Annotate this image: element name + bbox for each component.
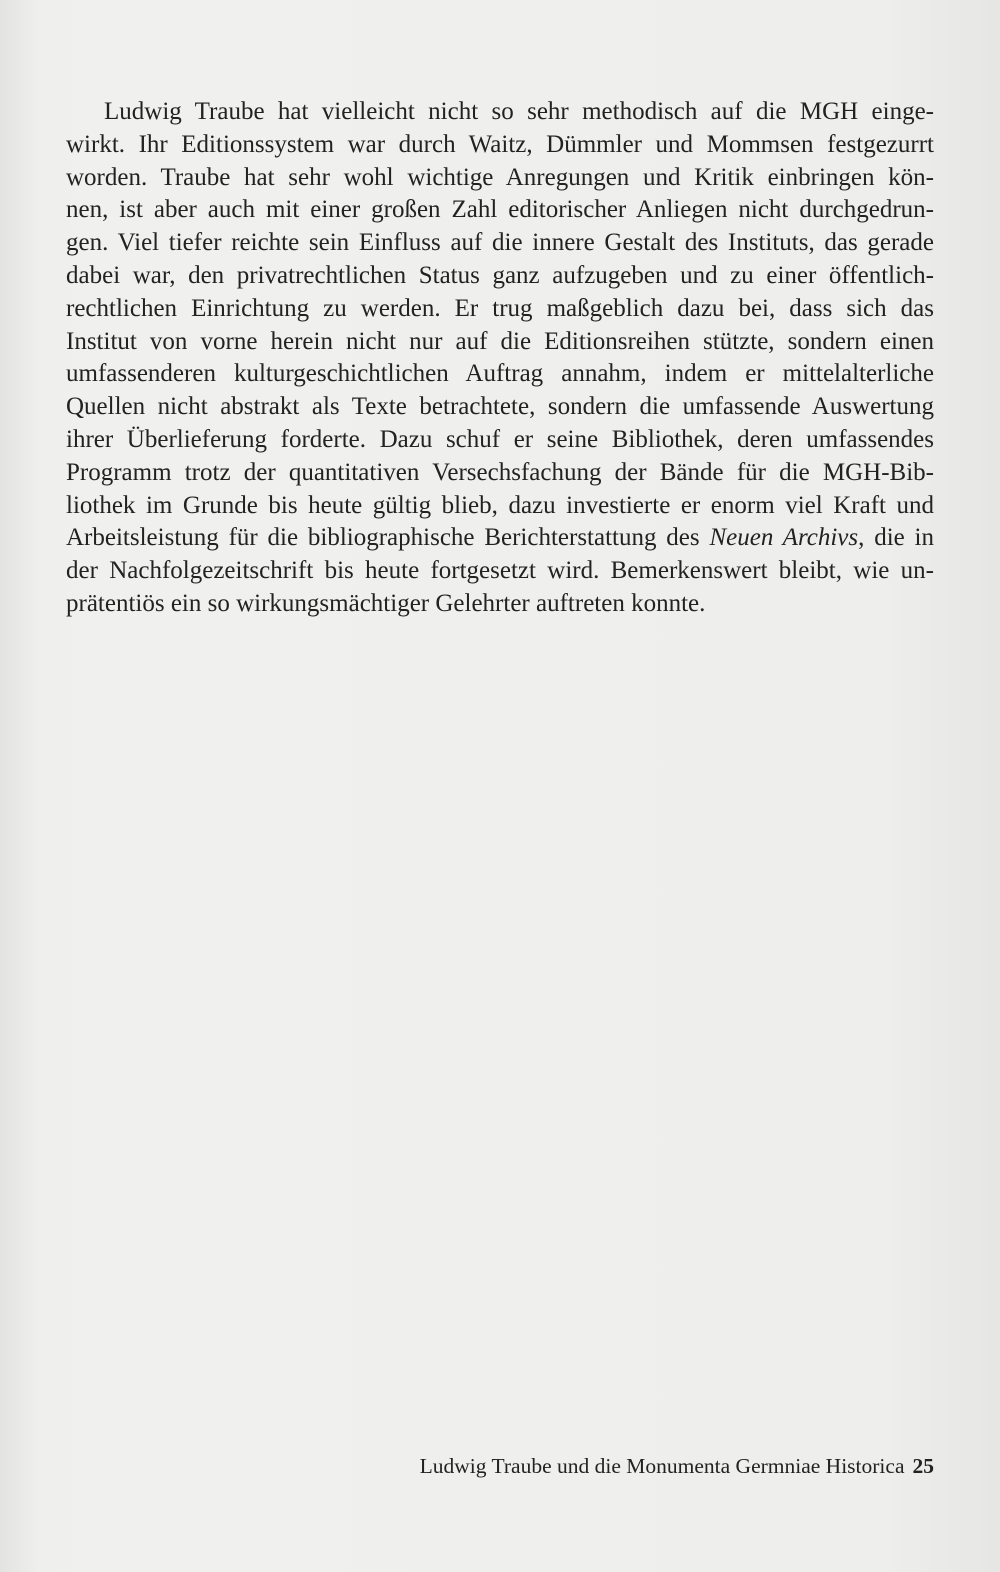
- text-line: Ludwig Traube hat vielleicht nicht so sehr methodisch auf die MGH einge-: [104, 98, 934, 125]
- text-line: worden. Traube hat sehr wohl wichtige Anregungen und Kritik einbringen kön-: [66, 163, 934, 191]
- running-title: Ludwig Traube und die Monumenta Germniae Historica: [419, 1454, 905, 1478]
- text-line: gen. Viel tiefer reichte sein Einfluss auf die innere Gestalt des Instituts, das gerade: [66, 229, 934, 257]
- text-line: wirkt. Ihr Editionssystem war durch Waitz, Dümmler und Mommsen festgezurrt: [66, 130, 934, 158]
- text-line: der Nachfolgezeitschrift bis heute fortgesetzt wird. Bemerkenswert bleibt, wie un-: [66, 557, 934, 585]
- text-line: umfassenderen kulturgeschichtlichen Auftrag annahm, indem er mittelalterliche: [66, 360, 934, 388]
- text-line: rechtlichen Einrichtung zu werden. Er trug maßgeblich dazu bei, dass sich das: [66, 294, 934, 322]
- journal-title: Neuen Archivs: [709, 524, 859, 552]
- text-line: dabei war, den privatrechtlichen Status ganz aufzugeben und zu einer öffentlich-: [66, 261, 934, 289]
- text-line: ihrer Überlieferung forderte. Dazu schuf er seine Bibliothek, deren umfassendes: [66, 425, 934, 453]
- text-segment: , die in: [858, 524, 934, 552]
- page-footer: [420, 1452, 934, 1480]
- text-line: prätentiös ein so wirkungsmächtiger Gelehrter auftreten konnte.: [66, 589, 706, 617]
- text-line: [66, 522, 934, 555]
- text-line: nen, ist aber auch mit einer großen Zahl editorischer Anliegen nicht durchgedrun-: [66, 196, 934, 224]
- text-segment: Arbeitsleistung für die bibliographische Berichterstattung des: [66, 524, 710, 552]
- text-line: Institut von vorne herein nicht nur auf die Editionsreihen stützte, sondern einen: [66, 327, 934, 355]
- text-line: liothek im Grunde bis heute gültig blieb, dazu investierte er enorm viel Kraft und: [66, 491, 934, 519]
- page-number: 25: [912, 1454, 934, 1478]
- text-line: Programm trotz der quantitativen Versechsfachung der Bände für die MGH-Bib-: [66, 458, 934, 486]
- text-line: Quellen nicht abstrakt als Texte betrachtete, sondern die umfassende Auswertung: [66, 393, 934, 421]
- body-paragraph: [66, 96, 934, 621]
